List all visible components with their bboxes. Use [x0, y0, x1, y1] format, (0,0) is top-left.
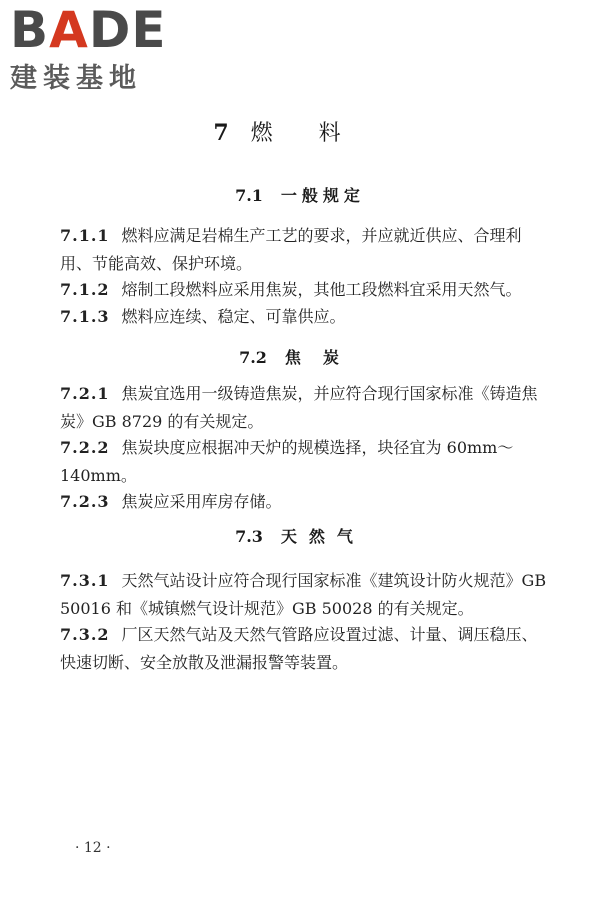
section-number: 7.3 — [235, 527, 263, 546]
section-heading-7-3 — [0, 524, 600, 547]
clause-text: 焦炭应采用库房存储。 — [121, 492, 282, 511]
section-number: 7.2 — [239, 348, 267, 367]
clause-text: 厂区天然气站及天然气管路应设置过滤、计量、调压稳压、快速切断、安全放散及泄漏报警等装置。 — [60, 625, 538, 672]
logo-wordmark — [10, 1, 180, 59]
bade-logo — [10, 1, 180, 94]
logo-letters-prefix: B — [10, 1, 50, 59]
clause-7-3-2 — [60, 621, 550, 677]
logo-letters-suffix: DE — [88, 1, 167, 59]
section-heading-7-1 — [0, 183, 600, 206]
section-name: 一般规定 — [280, 186, 365, 205]
clause-number: 7.2.2 — [60, 438, 110, 457]
clause-7-3-1 — [60, 567, 550, 623]
clause-number: 7.3.1 — [60, 571, 110, 590]
page-number: · 12 · — [75, 840, 111, 856]
clause-7-2-1 — [60, 380, 550, 436]
clause-text: 燃料应满足岩棉生产工艺的要求，并应就近供应、合理利用、节能高效、保护环境。 — [60, 226, 522, 273]
clause-7-2-2 — [60, 434, 550, 490]
clause-7-2-3 — [60, 488, 550, 516]
clause-number: 7.1.3 — [60, 307, 110, 326]
clause-text: 天然气站设计应符合现行国家标准《建筑设计防火规范》GB 50016 和《城镇燃气设计规范》GB 50028 的有关规定。 — [60, 571, 547, 618]
clause-7-1-2 — [60, 276, 550, 304]
clause-text: 燃料应连续、稳定、可靠供应。 — [121, 307, 346, 326]
clause-number: 7.3.2 — [60, 625, 110, 644]
clause-7-1-1 — [60, 222, 550, 278]
clause-text: 焦炭块度应根据冲天炉的规模选择，块径宜为 60mm～140mm。 — [60, 438, 514, 485]
section-name: 天然气 — [280, 527, 365, 546]
clause-number: 7.1.1 — [60, 226, 110, 245]
clause-number: 7.2.3 — [60, 492, 110, 511]
clause-number: 7.2.1 — [60, 384, 110, 403]
chapter-number: 7 — [213, 120, 229, 146]
clause-text: 焦炭宜选用一级铸造焦炭，并应符合现行国家标准《铸造焦炭》GB 8729 的有关规定。 — [60, 384, 538, 431]
section-number: 7.1 — [235, 186, 263, 205]
logo-subtitle: 建装基地 — [10, 63, 142, 94]
chapter-title — [0, 116, 600, 147]
logo-letter-accent: A — [49, 1, 89, 59]
clause-text: 熔制工段燃料应采用焦炭，其他工段燃料宜采用天然气。 — [121, 280, 522, 299]
section-heading-7-2 — [0, 345, 600, 368]
clause-number: 7.1.2 — [60, 280, 110, 299]
clause-7-1-3 — [60, 303, 550, 331]
section-name: 焦炭 — [284, 348, 361, 367]
chapter-name: 燃料 — [250, 121, 387, 146]
